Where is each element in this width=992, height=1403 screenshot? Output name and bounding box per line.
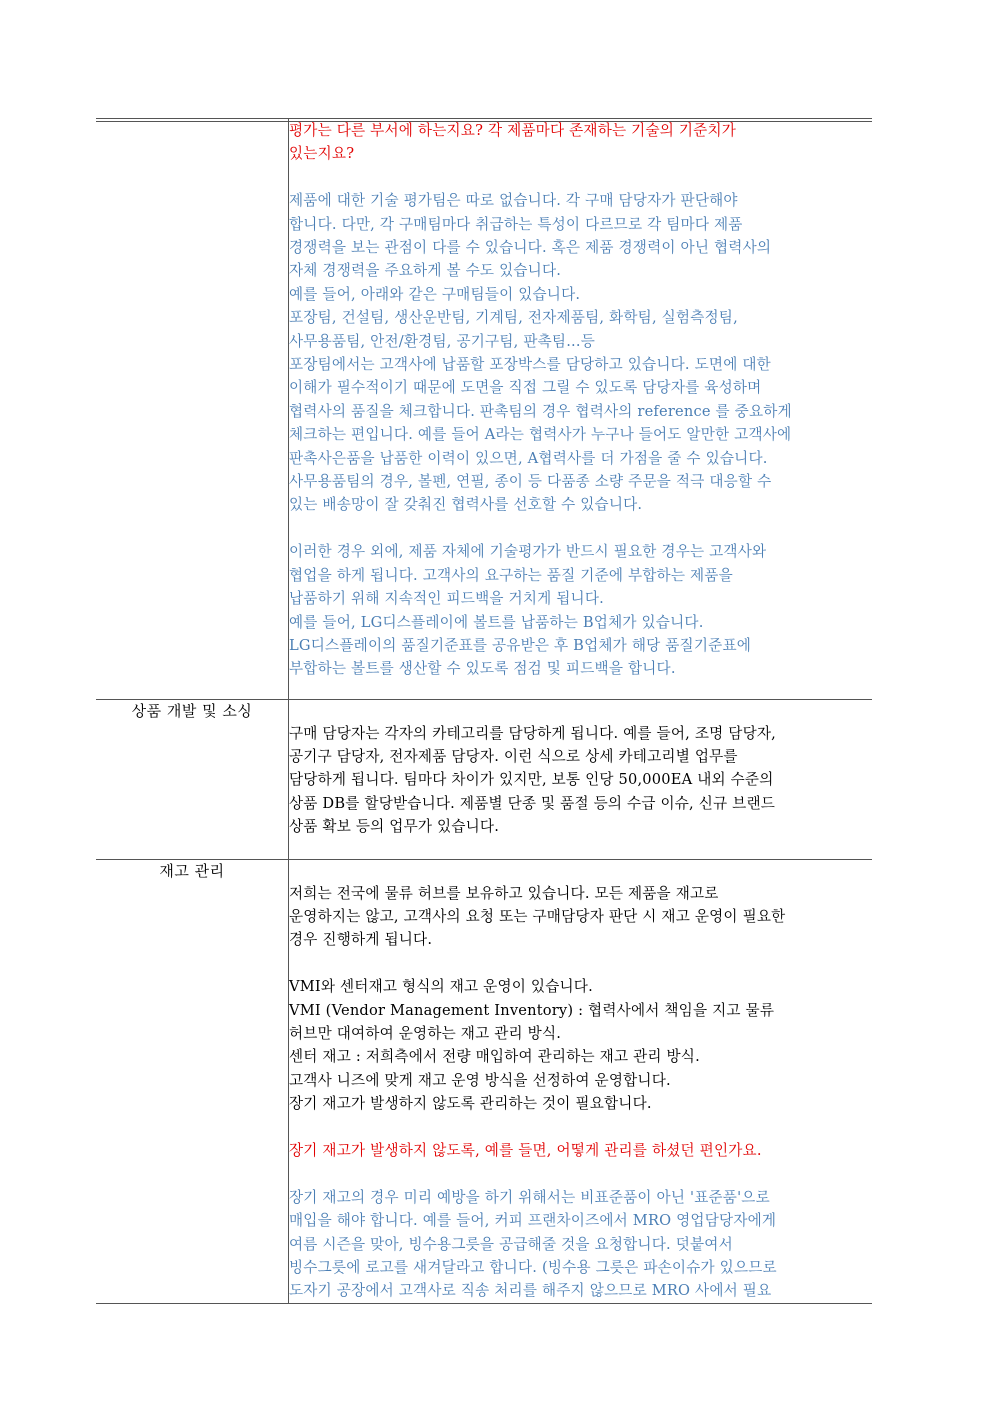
text-line: 체크하는 편입니다. 예를 들어 A라는 협력사가 누구나 들어도 알만한 고객사에	[289, 426, 792, 444]
text-line: VMI (Vendor Management Inventory) : 협력사에서 책임을 지고 물류	[289, 1001, 775, 1019]
content-lines	[289, 722, 872, 839]
text-line: 상품 확보 등의 업무가 있습니다.	[289, 818, 500, 836]
text-line: 예를 들어, 아래와 같은 구매팀들이 있습니다.	[289, 285, 581, 303]
text-line: 있는지요?	[289, 145, 355, 163]
text-line: 저희는 전국에 물류 허브를 보유하고 있습니다. 모든 제품을 재고로	[289, 884, 719, 902]
text-line: 경우 진행하게 됩니다.	[289, 931, 433, 949]
blank-line	[289, 1116, 872, 1139]
blank-line	[289, 1162, 872, 1185]
text-line: 여름 시즌을 맞아, 빙수용그릇을 공급해줄 것을 요청합니다. 덧붙여서	[289, 1235, 733, 1253]
blank-line	[289, 517, 872, 540]
text-line: 협업을 하게 됩니다. 고객사의 요구하는 품질 기준에 부합하는 제품을	[289, 566, 733, 584]
text-line: 고객사 니즈에 맞게 재고 운영 방식을 선정하여 운영합니다.	[289, 1071, 671, 1089]
text-line: 센터 재고 : 저희측에서 전량 매입하여 관리하는 재고 관리 방식.	[289, 1048, 700, 1066]
text-line: VMI와 센터재고 형식의 재고 운영이 있습니다.	[289, 978, 593, 996]
text-line: 부합하는 볼트를 생산할 수 있도록 점검 및 피드백을 합니다.	[289, 660, 676, 678]
text-line: 이러한 경우 외에, 제품 자체에 기술평가가 반드시 필요한 경우는 고객사와	[289, 543, 767, 561]
text-line: 경쟁력을 보는 관점이 다를 수 있습니다. 혹은 제품 경쟁력이 아닌 협력사의	[289, 239, 772, 257]
text-line: 예를 들어, LG디스플레이에 볼트를 납품하는 B업체가 있습니다.	[289, 613, 704, 631]
text-line: 있는 배송망이 잘 갖춰진 협력사를 선호할 수 있습니다.	[289, 496, 643, 514]
row-label-cell	[96, 118, 289, 699]
text-line: 공기구 담당자, 전자제품 담당자. 이런 식으로 상세 카테고리별 업무를	[289, 747, 738, 765]
content-table	[96, 118, 872, 1304]
text-line: 제품에 대한 기술 평가팀은 따로 없습니다. 각 구매 담당자가 판단해야	[289, 192, 738, 210]
row-content-cell	[289, 699, 873, 859]
text-line: 평가는 다른 부서에 하는지요? 각 제품마다 존재하는 기술의 기준치가	[289, 122, 737, 139]
text-line: 합니다. 다만, 각 구매팀마다 취급하는 특성이 다르므로 각 팀마다 제품	[289, 215, 743, 233]
text-line: 도자기 공장에서 고객사로 직송 처리를 해주지 않으므로 MRO 사에서 필요	[289, 1282, 772, 1300]
row-label-cell	[96, 859, 289, 1303]
text-line: 구매 담당자는 각자의 카테고리를 담당하게 됩니다. 예를 들어, 조명 담당자,	[289, 724, 776, 742]
text-line: 판촉사은품을 납품한 이력이 있으면, A협력사를 더 가점을 줄 수 있습니다.	[289, 449, 768, 467]
text-line: 포장팀에서는 고객사에 납품할 포장박스를 담당하고 있습니다. 도면에 대한	[289, 356, 771, 374]
text-line: 자체 경쟁력을 주요하게 볼 수도 있습니다.	[289, 262, 562, 280]
row-content-cell	[289, 118, 873, 699]
table-row	[96, 699, 872, 859]
content-lines	[289, 882, 872, 1303]
text-line: 운영하지는 않고, 고객사의 요청 또는 구매담당자 판단 시 재고 운영이 필요한	[289, 907, 786, 925]
text-line: 허브만 대여하여 운영하는 재고 관리 방식.	[289, 1024, 562, 1042]
text-line: 담당하게 됩니다. 팀마다 차이가 있지만, 보통 인당 50,000EA 내외 수준의	[289, 771, 774, 789]
row-label-sourcing: 상품 개발 및 소싱	[131, 701, 253, 720]
text-line: 협력사의 품질을 체크합니다. 판촉팀의 경우 협력사의 reference 를 중요하게	[289, 402, 792, 420]
text-line: 매입을 해야 합니다. 예를 들어, 커피 프랜차이즈에서 MRO 영업담당자에게	[289, 1212, 777, 1230]
blank-line	[289, 952, 872, 975]
row-label-inventory: 재고 관리	[159, 861, 225, 880]
row-label-cell	[96, 699, 289, 859]
text-line: 장기 재고가 발생하지 않도록 관리하는 것이 필요합니다.	[289, 1095, 652, 1113]
text-line: 사무용품팀의 경우, 볼펜, 연필, 종이 등 다품종 소량 주문을 적극 대응할 수	[289, 473, 772, 491]
text-line: 이해가 필수적이기 때문에 도면을 직접 그릴 수 있도록 담당자를 육성하며	[289, 379, 762, 397]
text-line: 포장팀, 건설팀, 생산운반팀, 기계팀, 전자제품팀, 화학팀, 실험측정팀,	[289, 309, 738, 327]
text-line: 장기 재고가 발생하지 않도록, 예를 들면, 어떻게 관리를 하셨던 편인가요.	[289, 1141, 762, 1159]
table-row	[96, 859, 872, 1303]
row-content-cell	[289, 859, 873, 1303]
table-row	[96, 118, 872, 699]
text-line: 장기 재고의 경우 미리 예방을 하기 위해서는 비표준품이 아닌 '표준품'으로	[289, 1188, 770, 1206]
text-line: 납품하기 위해 지속적인 피드백을 거치게 됩니다.	[289, 590, 604, 608]
text-line: 사무용품팀, 안전/환경팀, 공기구팀, 판촉팀...등	[289, 332, 596, 350]
content-lines	[289, 119, 872, 681]
text-line: 상품 DB를 할당받습니다. 제품별 단종 및 품절 등의 수급 이슈, 신규 브랜드	[289, 794, 776, 812]
blank-line	[289, 166, 872, 189]
text-line: LG디스플레이의 품질기준표를 공유받은 후 B업체가 해당 품질기준표에	[289, 636, 752, 654]
text-line: 빙수그릇에 로고를 새겨달라고 합니다. (빙수용 그릇은 파손이슈가 있으므로	[289, 1258, 777, 1276]
